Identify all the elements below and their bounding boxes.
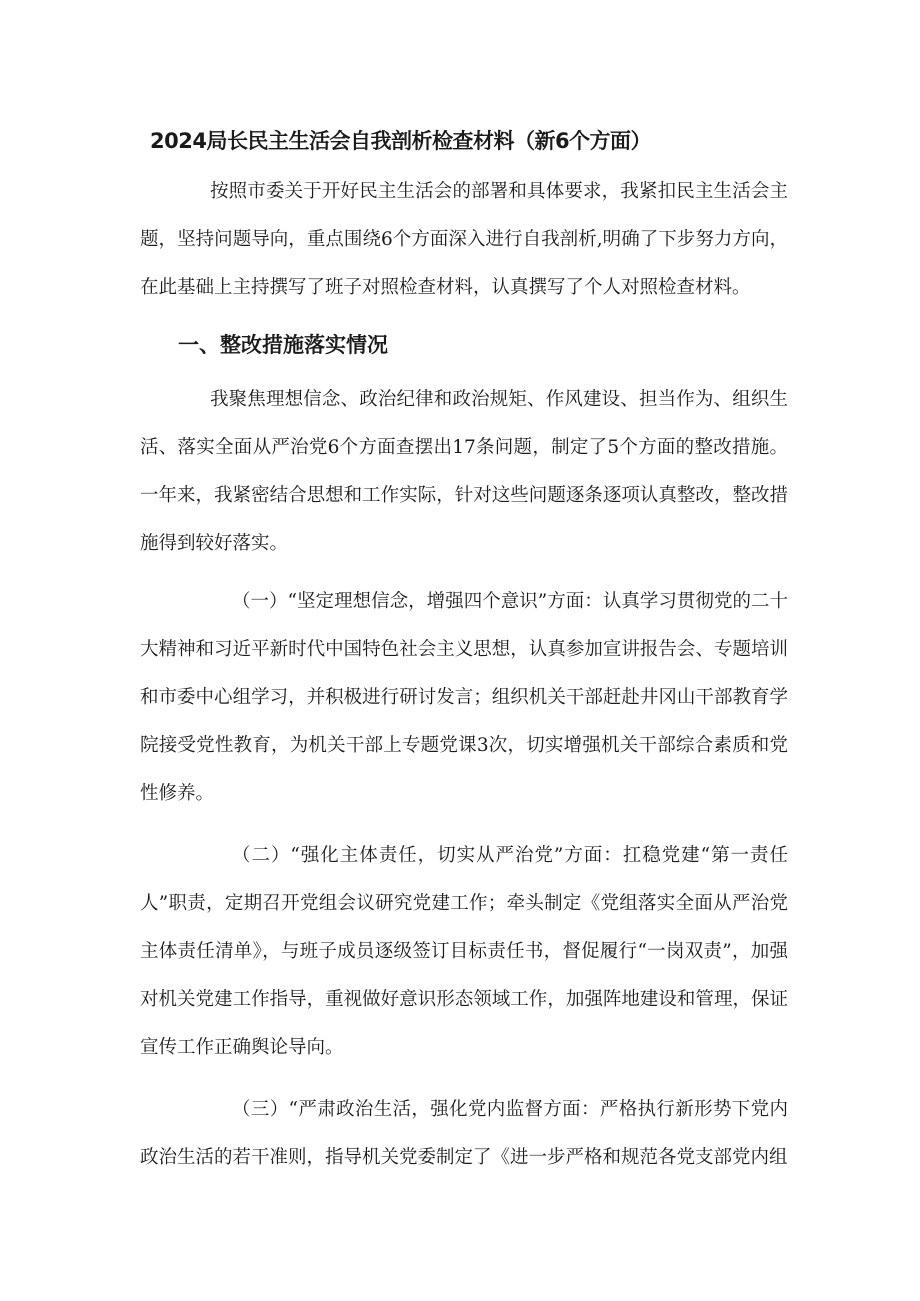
section-1-paragraph: 我聚焦理想信念、政治纪律和政治规矩、作风建设、担当作为、组织生活、落实全面从严治党6个方面查摆出17条问题，制定了5个方面的整改措施。一年来，我紧密结合思想和工作实际，针对这些问题逐条逐项认真整改，整改措施得到较好落实。 xyxy=(140,389,788,554)
subsection-1-paragraph: （一）“坚定理想信念，增强四个意识”方面：认真学习贯彻党的二十大精神和习近平新时代中国特色社会主义思想，认真参加宣讲报告会、专题培训和市委中心组学习，并积极进行研讨发言；组织机关干部赶赴井冈山干部教育学院接受党性教育，为机关干部上专题党课3次，切实增强机关干部综合素质和党性修养。 xyxy=(140,591,788,804)
document-title: 2024局长民主生活会自我剖析检查材料（新6个方面） xyxy=(150,129,652,153)
section-heading-1: 一、整改措施落实情况 xyxy=(178,332,388,357)
intro-paragraph: 按照市委关于开好民主生活会的部署和具体要求，我紧扣民主生活会主题，坚持问题导向，重点围绕6个方面深入进行自我剖析,明确了下步努力方向，在此基础上主持撰写了班子对照检查材料，认真撰写了个人对照检查材料。 xyxy=(140,181,788,298)
subsection-3-paragraph: （三）“严肃政治生活，强化党内监督方面：严格执行新形势下党内政治生活的若干准则，指导机关党委制定了《进一步严格和规范各党支部党内组 xyxy=(140,1099,788,1168)
subsection-2-paragraph: （二）“强化主体责任，切实从严治党”方面：扛稳党建“第一责任人”职责，定期召开党组会议研究党建工作；牵头制定《党组落实全面从严治党主体责任清单》，与班子成员逐级签订目标责任书，督促履行“一岗双责”，加强对机关党建工作指导，重视做好意识形态领域工作，加强阵地建设和管理，保证宣传工作正确舆论导向。 xyxy=(140,845,788,1058)
